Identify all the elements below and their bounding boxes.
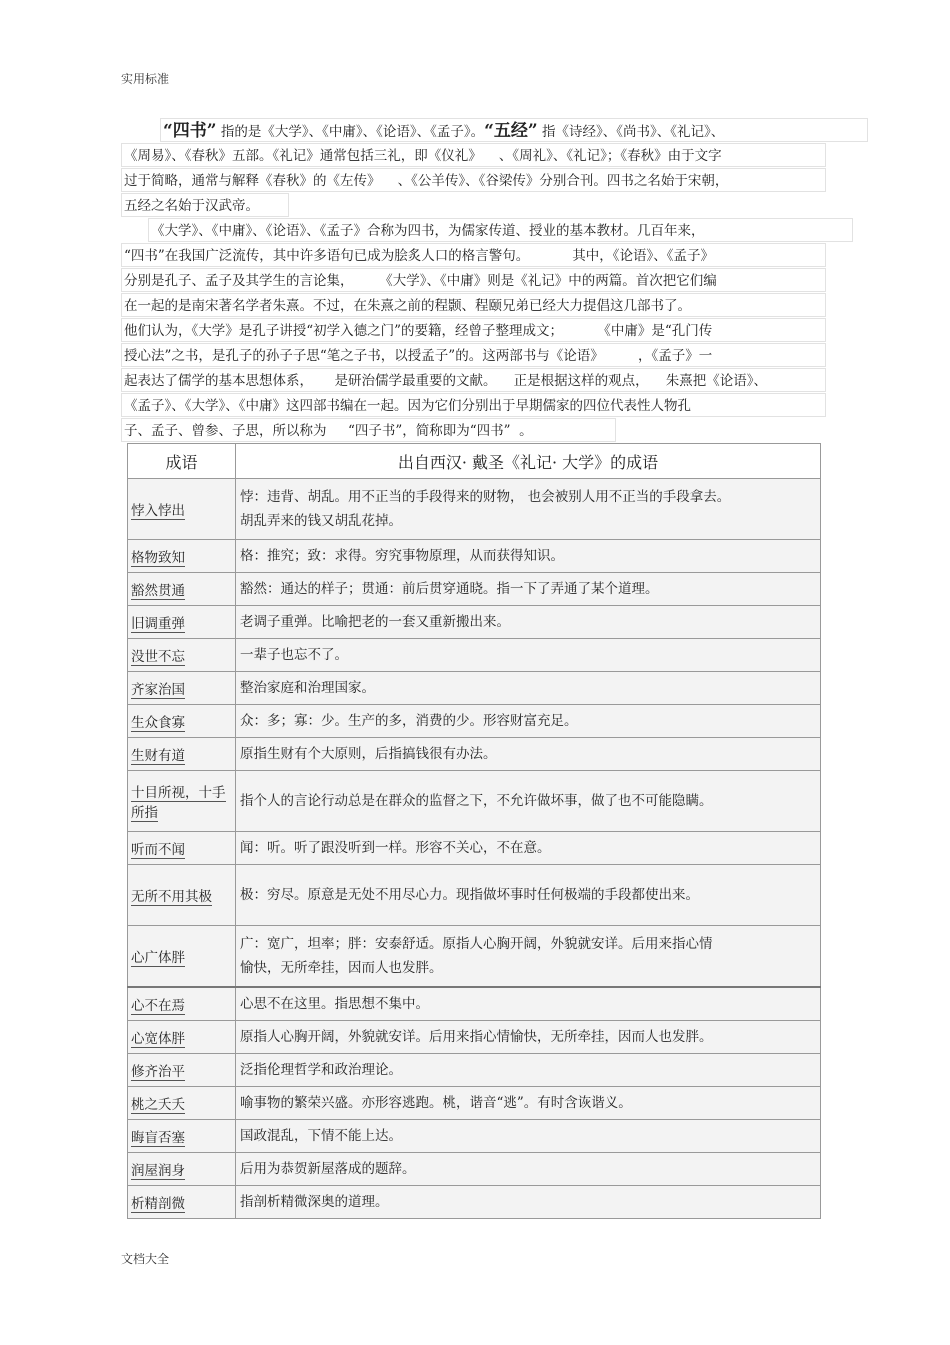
text-line [121, 268, 826, 292]
idiom-definition: 悖：违背、胡乱。用不正当的手段得来的财物， 也会被别人用不正当的手段拿去。 胡乱弄来的钱又胡乱花掉。 [236, 479, 821, 540]
text-run: 《周易》、《春秋》五部。《礼记》通常包括三礼，即《仪礼》 、《周礼》、《礼记》；《春秋》由于文字 [124, 148, 722, 164]
idiom-definition: 老调子重弹。比喻把老的一套又重新搬出来。 [236, 606, 821, 639]
table-row [128, 1153, 821, 1186]
idiom-definition: 原指生财有个大原则，后指搞钱很有办法。 [236, 738, 821, 771]
idiom-term: 心广体胖 [131, 950, 185, 966]
text-run: 子、孟子、曾参、子思，所以称为 “四子书”，简称即为“四书” 。 [124, 423, 533, 439]
table-row [128, 639, 821, 672]
idiom-term: 析精剖微 [131, 1196, 185, 1212]
idiom-definition: 指剖析精微深奥的道理。 [236, 1186, 821, 1219]
table-row [128, 672, 821, 705]
page-header: 实用标准 [121, 72, 170, 86]
idiom-term-cell [128, 705, 236, 738]
text-line [121, 418, 616, 442]
col-header-source: 出自西汉· 戴圣《礼记· 大学》的成语 [236, 444, 821, 479]
text-line [121, 368, 826, 392]
table-row [128, 573, 821, 606]
text-run: “四书”在我国广泛流传，其中许多语句已成为脍炙人口的格言警句。 其中，《论语》、《孟子》 [124, 248, 714, 264]
text-line [160, 118, 868, 142]
table-row [128, 606, 821, 639]
text-run: 过于简略，通常与解释《春秋》的《左传》 、《公羊传》、《谷梁传》分别合刊。四书之名始于宋朝， [124, 173, 729, 189]
idiom-definition: 心思不在这里。指思想不集中。 [236, 987, 821, 1021]
idiom-term-cell [128, 865, 236, 926]
idiom-definition: 闻：听。听了跟没听到一样。形容不关心，不在意。 [236, 832, 821, 865]
text-line [121, 243, 826, 267]
idiom-table [127, 443, 821, 1219]
text-line [121, 143, 826, 167]
table-row [128, 987, 821, 1021]
idiom-term-cell [128, 540, 236, 573]
table-row [128, 1054, 821, 1087]
table-row [128, 1120, 821, 1153]
emphasis-term: “五经” [484, 121, 538, 141]
text-line [121, 343, 826, 367]
idiom-term: 没世不忘 [131, 649, 185, 665]
idiom-term-cell [128, 1087, 236, 1120]
idiom-definition: 后用为恭贺新屋落成的题辞。 [236, 1153, 821, 1186]
text-run: 分别是孔子、孟子及其学生的言论集， 《大学》、《中庸》则是《礼记》中的两篇。首次把它们编 [124, 273, 717, 289]
idiom-term: 心宽体胖 [131, 1031, 185, 1047]
idiom-definition: 国政混乱，下情不能上达。 [236, 1120, 821, 1153]
idiom-definition: 整治家庭和治理国家。 [236, 672, 821, 705]
table-row [128, 540, 821, 573]
idiom-term-cell [128, 639, 236, 672]
table-row [128, 1021, 821, 1054]
idiom-term: 修齐治平 [131, 1064, 185, 1080]
idiom-definition: 一辈子也忘不了。 [236, 639, 821, 672]
table-row [128, 738, 821, 771]
text-run: 五经之名始于汉武帝。 [124, 198, 259, 214]
idiom-term: 晦盲否塞 [131, 1130, 185, 1146]
table-row [128, 1087, 821, 1120]
idiom-term-cell [128, 573, 236, 606]
idiom-term: 润屋润身 [131, 1163, 185, 1179]
table-row [128, 771, 821, 832]
idiom-term-cell [128, 479, 236, 540]
idiom-term-cell [128, 738, 236, 771]
idiom-term: 豁然贯通 [131, 583, 185, 599]
idiom-definition: 喻事物的繁荣兴盛。亦形容逃跑。桃，谐音“逃”。有时含诙谐义。 [236, 1087, 821, 1120]
idiom-definition: 众：多；寡：少。生产的多，消费的少。形容财富充足。 [236, 705, 821, 738]
idiom-term-cell [128, 771, 236, 832]
text-run: 授心法”之书，是孔子的孙子子思“笔之子书，以授孟子”的。这两部书与《论语》 ，《孟子》一 [124, 348, 713, 364]
idiom-term: 十目所视，十手所指 [131, 785, 226, 821]
table-row [128, 705, 821, 738]
table-row [128, 926, 821, 988]
text-run: 指的是《大学》、《中庸》、《论语》、《孟子》。 [216, 124, 485, 140]
text-run: 《大学》、《中庸》、《论语》、《孟子》合称为四书，为儒家传道、授业的基本教材。几百年来， [151, 223, 705, 239]
col-header-idiom: 成语 [128, 444, 236, 479]
text-run: 《孟子》、《大学》、《中庸》这四部书编在一起。因为它们分别出于早期儒家的四位代表性人物孔 [124, 398, 691, 414]
idiom-term-cell [128, 1186, 236, 1219]
table-row [128, 865, 821, 926]
idiom-term: 无所不用其极 [131, 889, 212, 905]
text-run: 在一起的是南宋著名学者朱熹。不过，在朱熹之前的程颢、程颐兄弟已经大力提倡这几部书了。 [124, 298, 691, 314]
idiom-term: 听而不闻 [131, 842, 185, 858]
idiom-term-cell [128, 606, 236, 639]
idiom-definition: 格：推究；致：求得。穷究事物原理，从而获得知识。 [236, 540, 821, 573]
idiom-definition: 泛指伦理哲学和政治理论。 [236, 1054, 821, 1087]
table-row [128, 1186, 821, 1219]
text-line [121, 318, 826, 342]
idiom-term-cell [128, 832, 236, 865]
idiom-term-cell [128, 987, 236, 1021]
idiom-term: 桃之夭夭 [131, 1097, 185, 1113]
idiom-term-cell [128, 1153, 236, 1186]
idiom-definition: 指个人的言论行动总是在群众的监督之下，不允许做坏事，做了也不可能隐瞒。 [236, 771, 821, 832]
page-footer: 文档大全 [121, 1252, 170, 1266]
text-line [121, 193, 289, 217]
idiom-term-cell [128, 1120, 236, 1153]
text-line [121, 393, 826, 417]
text-run: 指《诗经》、《尚书》、《礼记》、 [537, 124, 725, 140]
idiom-term: 悖入悖出 [131, 503, 185, 519]
idiom-definition: 豁然：通达的样子；贯通：前后贯穿通晓。指一下了弄通了某个道理。 [236, 573, 821, 606]
idiom-term-cell [128, 672, 236, 705]
table-row [128, 832, 821, 865]
text-run: 起表达了儒学的基本思想体系， 是研治儒学最重要的文献。 正是根据这样的观点， 朱熹把《论语》、 [124, 373, 768, 389]
idiom-term: 生财有道 [131, 748, 185, 764]
emphasis-term: “四书” [163, 121, 217, 141]
idiom-term: 心不在焉 [131, 998, 185, 1014]
idiom-definition: 极：穷尽。原意是无处不用尽心力。现指做坏事时任何极端的手段都使出来。 [236, 865, 821, 926]
idiom-term-cell [128, 1054, 236, 1087]
idiom-term: 生众食寡 [131, 715, 185, 731]
idiom-term: 旧调重弹 [131, 616, 185, 632]
idiom-term: 齐家治国 [131, 682, 185, 698]
idiom-term: 格物致知 [131, 550, 185, 566]
text-line [121, 168, 826, 192]
idiom-term-cell [128, 1021, 236, 1054]
idiom-term-cell [128, 926, 236, 988]
idiom-definition: 原指人心胸开阔，外貌就安详。后用来指心情愉快，无所牵挂，因而人也发胖。 [236, 1021, 821, 1054]
idiom-definition: 广：宽广，坦率；胖：安泰舒适。原指人心胸开阔，外貌就安详。后用来指心情 愉快，无所牵挂，因而人也发胖。 [236, 926, 821, 988]
text-line [121, 293, 826, 317]
text-line [148, 218, 853, 242]
table-header-row [128, 444, 821, 479]
table-row [128, 479, 821, 540]
text-run: 他们认为，《大学》是孔子讲授“初学入德之门”的要籍，经曾子整理成文； 《中庸》是“孔门传 [124, 323, 713, 339]
